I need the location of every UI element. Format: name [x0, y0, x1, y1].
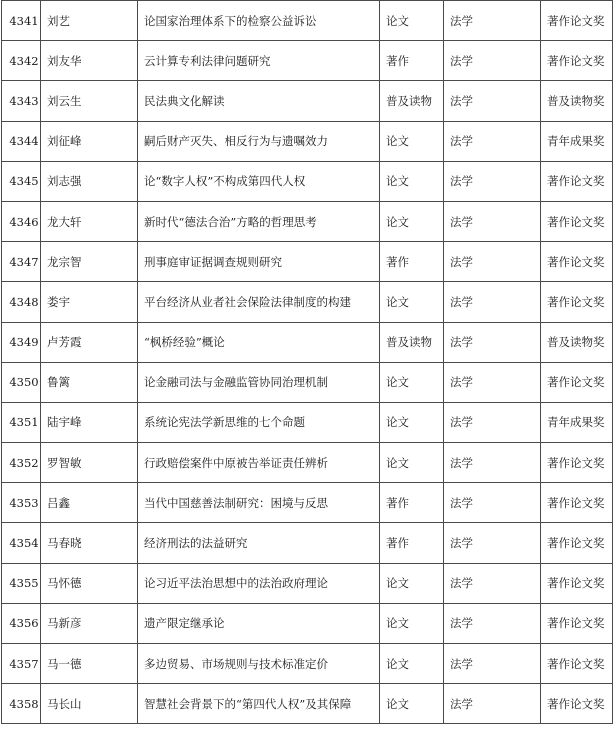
row-id-cell: 4346 — [2, 201, 41, 241]
type-cell: 论文 — [380, 201, 444, 241]
title-cell: 嗣后财产灭失、相反行为与遗嘱效力 — [138, 121, 380, 161]
type-cell: 著作 — [380, 41, 444, 81]
table-row — [2, 161, 613, 201]
row-id-cell: 4343 — [2, 81, 41, 121]
award-cell: 著作论文奖 — [541, 1, 613, 41]
type-cell: 论文 — [380, 443, 444, 483]
title-cell: 当代中国慈善法制研究：困境与反思 — [138, 483, 380, 523]
author-cell: 龙宗智 — [41, 242, 138, 282]
row-id-cell: 4351 — [2, 402, 41, 442]
type-cell: 论文 — [380, 161, 444, 201]
field-cell: 法学 — [444, 1, 541, 41]
author-cell: 刘志强 — [41, 161, 138, 201]
row-id-cell: 4350 — [2, 362, 41, 402]
title-cell: 论国家治理体系下的检察公益诉讼 — [138, 1, 380, 41]
author-cell: 马一德 — [41, 644, 138, 684]
field-cell: 法学 — [444, 362, 541, 402]
table-row — [2, 483, 613, 523]
field-cell: 法学 — [444, 644, 541, 684]
field-cell: 法学 — [444, 523, 541, 563]
award-cell: 普及读物奖 — [541, 322, 613, 362]
award-cell: 著作论文奖 — [541, 523, 613, 563]
type-cell: 论文 — [380, 402, 444, 442]
row-id-cell: 4355 — [2, 563, 41, 603]
row-id-cell: 4345 — [2, 161, 41, 201]
type-cell: 普及读物 — [380, 81, 444, 121]
award-cell: 著作论文奖 — [541, 684, 613, 724]
row-id-cell: 4347 — [2, 242, 41, 282]
award-cell: 普及读物奖 — [541, 81, 613, 121]
author-cell: 娄宇 — [41, 282, 138, 322]
award-cell: 著作论文奖 — [541, 443, 613, 483]
title-cell: 论金融司法与金融监管协同治理机制 — [138, 362, 380, 402]
table-row — [2, 523, 613, 563]
author-cell: 马怀德 — [41, 563, 138, 603]
awards-table-body — [2, 1, 613, 724]
award-cell: 青年成果奖 — [541, 121, 613, 161]
row-id-cell: 4356 — [2, 603, 41, 643]
type-cell: 论文 — [380, 282, 444, 322]
table-row — [2, 402, 613, 442]
type-cell: 著作 — [380, 523, 444, 563]
type-cell: 论文 — [380, 684, 444, 724]
title-cell: 新时代“德法合治”方略的哲理思考 — [138, 201, 380, 241]
type-cell: 论文 — [380, 603, 444, 643]
row-id-cell: 4342 — [2, 41, 41, 81]
award-cell: 著作论文奖 — [541, 362, 613, 402]
author-cell: 罗智敏 — [41, 443, 138, 483]
title-cell: 民法典文化解读 — [138, 81, 380, 121]
field-cell: 法学 — [444, 402, 541, 442]
title-cell: 多边贸易、市场规则与技术标准定价 — [138, 644, 380, 684]
award-cell: 著作论文奖 — [541, 483, 613, 523]
field-cell: 法学 — [444, 603, 541, 643]
type-cell: 论文 — [380, 1, 444, 41]
table-row — [2, 603, 613, 643]
award-cell: 著作论文奖 — [541, 161, 613, 201]
type-cell: 论文 — [380, 121, 444, 161]
author-cell: 刘征峰 — [41, 121, 138, 161]
row-id-cell: 4344 — [2, 121, 41, 161]
field-cell: 法学 — [444, 443, 541, 483]
author-cell: 马新彦 — [41, 603, 138, 643]
type-cell: 著作 — [380, 483, 444, 523]
table-row — [2, 121, 613, 161]
type-cell: 论文 — [380, 644, 444, 684]
title-cell: 行政赔偿案件中原被告举证责任辨析 — [138, 443, 380, 483]
title-cell: 平台经济从业者社会保险法律制度的构建 — [138, 282, 380, 322]
table-row — [2, 684, 613, 724]
row-id-cell: 4341 — [2, 1, 41, 41]
author-cell: 鲁篱 — [41, 362, 138, 402]
table-row — [2, 362, 613, 402]
award-cell: 青年成果奖 — [541, 402, 613, 442]
author-cell: 马春晓 — [41, 523, 138, 563]
row-id-cell: 4348 — [2, 282, 41, 322]
title-cell: “枫桥经验”概论 — [138, 322, 380, 362]
award-cell: 著作论文奖 — [541, 242, 613, 282]
title-cell: 刑事庭审证据调查规则研究 — [138, 242, 380, 282]
field-cell: 法学 — [444, 563, 541, 603]
field-cell: 法学 — [444, 81, 541, 121]
title-cell: 智慧社会背景下的“第四代人权”及其保障 — [138, 684, 380, 724]
row-id-cell: 4358 — [2, 684, 41, 724]
row-id-cell: 4353 — [2, 483, 41, 523]
award-cell: 著作论文奖 — [541, 282, 613, 322]
author-cell: 刘云生 — [41, 81, 138, 121]
title-cell: 论习近平法治思想中的法治政府理论 — [138, 563, 380, 603]
type-cell: 论文 — [380, 362, 444, 402]
field-cell: 法学 — [444, 121, 541, 161]
table-row — [2, 1, 613, 41]
field-cell: 法学 — [444, 282, 541, 322]
award-cell: 著作论文奖 — [541, 201, 613, 241]
field-cell: 法学 — [444, 483, 541, 523]
title-cell: 遗产限定继承论 — [138, 603, 380, 643]
type-cell: 论文 — [380, 563, 444, 603]
row-id-cell: 4352 — [2, 443, 41, 483]
field-cell: 法学 — [444, 322, 541, 362]
type-cell: 普及读物 — [380, 322, 444, 362]
table-row — [2, 443, 613, 483]
author-cell: 龙大轩 — [41, 201, 138, 241]
row-id-cell: 4354 — [2, 523, 41, 563]
table-row — [2, 282, 613, 322]
row-id-cell: 4349 — [2, 322, 41, 362]
table-row — [2, 81, 613, 121]
field-cell: 法学 — [444, 161, 541, 201]
table-row — [2, 322, 613, 362]
title-cell: 系统论宪法学新思维的七个命题 — [138, 402, 380, 442]
author-cell: 刘友华 — [41, 41, 138, 81]
author-cell: 马长山 — [41, 684, 138, 724]
award-cell: 著作论文奖 — [541, 41, 613, 81]
awards-table — [1, 0, 613, 724]
award-cell: 著作论文奖 — [541, 563, 613, 603]
title-cell: 云计算专利法律问题研究 — [138, 41, 380, 81]
title-cell: 经济刑法的法益研究 — [138, 523, 380, 563]
award-cell: 著作论文奖 — [541, 644, 613, 684]
field-cell: 法学 — [444, 242, 541, 282]
field-cell: 法学 — [444, 201, 541, 241]
table-row — [2, 242, 613, 282]
author-cell: 卢芳霞 — [41, 322, 138, 362]
table-row — [2, 644, 613, 684]
field-cell: 法学 — [444, 684, 541, 724]
table-row — [2, 201, 613, 241]
author-cell: 陆宇峰 — [41, 402, 138, 442]
table-row — [2, 563, 613, 603]
field-cell: 法学 — [444, 41, 541, 81]
table-row — [2, 41, 613, 81]
author-cell: 吕鑫 — [41, 483, 138, 523]
author-cell: 刘艺 — [41, 1, 138, 41]
type-cell: 著作 — [380, 242, 444, 282]
award-cell: 著作论文奖 — [541, 603, 613, 643]
title-cell: 论“数字人权”不构成第四代人权 — [138, 161, 380, 201]
row-id-cell: 4357 — [2, 644, 41, 684]
